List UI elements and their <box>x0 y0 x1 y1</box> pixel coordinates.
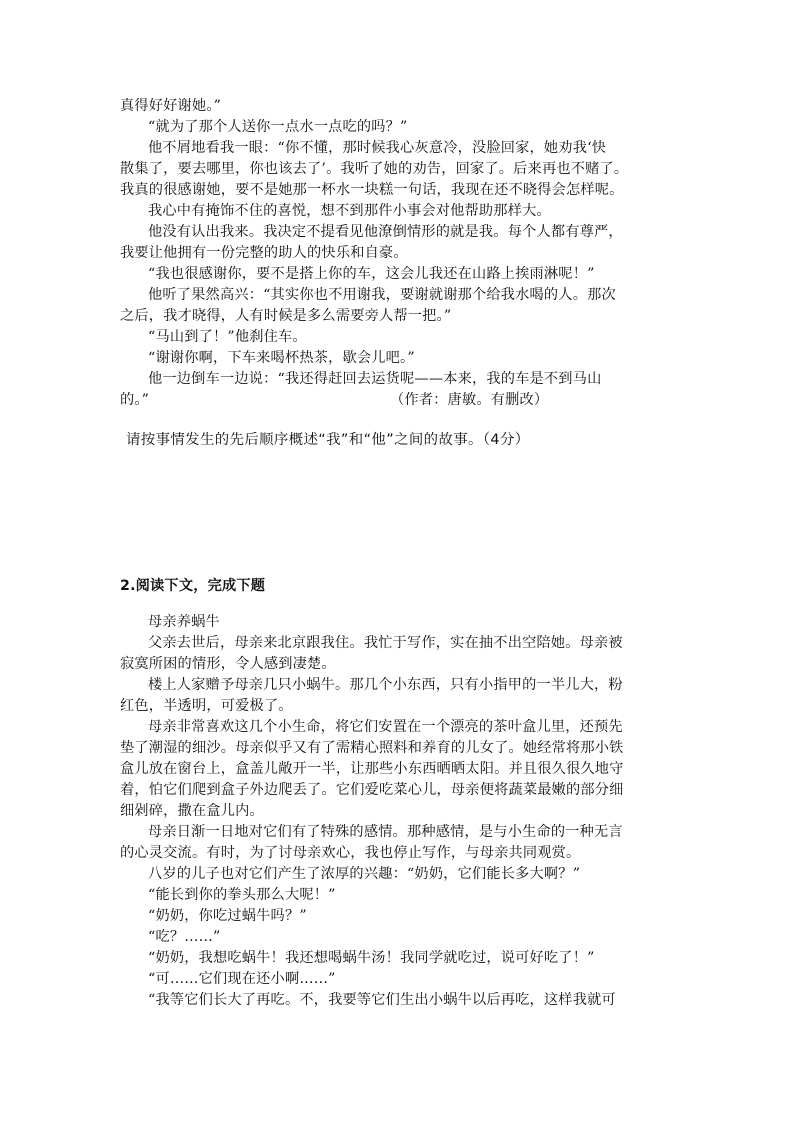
passage-line: 他听了果然高兴：“其实你也不用谢我，要谢就谢那个给我水喝的人。那次 <box>148 287 616 303</box>
question-text: 请按事情发生的先后顺序概述“我”和“他”之间的故事。（4分） <box>126 432 530 448</box>
passage-line: “我也很感谢你，要不是搭上你的车，这会儿我还在山路上挨雨淋呢！” <box>148 266 595 282</box>
article-line: “我等它们长大了再吃。不，我要等它们生出小蜗牛以后再吃，这样我就可 <box>148 992 616 1008</box>
passage-line: “就为了那个人送你一点水一点吃的吗？” <box>148 119 408 135</box>
article-line: 父亲去世后，母亲来北京跟我住。我忙于写作，实在抽不出空陪她。母亲被 <box>148 635 623 651</box>
article-line: 寂寞所困的情形，令人感到凄楚。 <box>120 656 336 672</box>
article-line: 楼上人家赠予母亲几只小蜗牛。那几个小东西，只有小指甲的一半儿大，粉 <box>148 677 623 693</box>
passage-line: 之后，我才晓得，人有时候是多么需要旁人帮一把。” <box>120 308 452 324</box>
passage-line: 他一边倒车一边说：“我还得赶回去运货呢——本来，我的车是不到马山 <box>148 371 602 387</box>
passage-line: 真得好好谢她。” <box>120 98 222 114</box>
passage-line: 我心中有掩饰不住的喜悦，想不到那件小事会对他帮助那样大。 <box>148 203 551 219</box>
passage-line: 他没有认出我来。我决定不提看见他潦倒情形的就是我。每个人都有尊严， <box>148 224 623 240</box>
article-line: “吃？……” <box>148 929 221 945</box>
article-line: 八岁的儿子也对它们产生了浓厚的兴趣：“奶奶，它们能长多大啊？” <box>148 866 581 882</box>
passage-line: “谢谢你啊，下车来喝杯热茶，歇会儿吧。” <box>148 350 415 366</box>
passage-line: 他不屑地看我一眼：“你不懂，那时候我心灰意冷，没脸回家，她劝我‘快 <box>148 140 607 156</box>
article-line: 着，怕它们爬到盒子外边爬丢了。它们爱吃菜心儿，母亲便将蔬菜最嫩的部分细 <box>120 782 624 798</box>
article-line: “可……它们现在还小啊……” <box>148 971 336 987</box>
article-line: “奶奶，我想吃蜗牛！我还想喝蜗牛汤！我同学就吃过，说可好吃了！” <box>148 950 595 966</box>
passage-line: 我要让他拥有一份完整的助人的快乐和自豪。 <box>120 245 408 261</box>
article-line: 母亲非常喜欢这几个小生命，将它们安置在一个漂亮的茶叶盒儿里，还预先 <box>148 719 623 735</box>
passage-line: 的。” <box>120 392 150 408</box>
article-line: “奶奶，你吃过蜗牛吗？” <box>148 908 307 924</box>
article-line: 的心灵交流。有时，为了讨母亲欢心，我也停止写作，与母亲共同观赏。 <box>120 845 581 861</box>
section-heading: 2.阅读下文，完成下题 <box>120 578 266 594</box>
article-title: 母亲养蜗牛 <box>148 614 220 630</box>
article-line: “能长到你的拳头那么大呢！” <box>148 887 336 903</box>
article-line: 细剁碎，撒在盒儿内。 <box>120 803 264 819</box>
passage-line: “马山到了！”他刹住车。 <box>148 329 307 345</box>
article-line: 红色，半透明，可爱极了。 <box>120 698 293 714</box>
article-line: 盒儿放在窗台上，盒盖儿敞开一半，让那些小东西晒晒太阳。并且很久很久地守 <box>120 761 624 777</box>
passage-line: 散集了，要去哪里，你也该去了’。我听了她的劝告，回家了。后来再也不赌了。 <box>120 161 629 177</box>
article-line: 母亲日渐一日地对它们有了特殊的感情。那种感情，是与小生命的一种无言 <box>148 824 623 840</box>
article-line: 垫了潮湿的细沙。母亲似乎又有了需精心照料和养育的儿女了。她经常将那小铁 <box>120 740 624 756</box>
passage-line: 我真的很感谢她，要不是她那一杯水一块糕一句话，我现在还不晓得会怎样呢。 <box>120 182 624 198</box>
source-note: （作者：唐敏。有删改） <box>390 392 549 408</box>
